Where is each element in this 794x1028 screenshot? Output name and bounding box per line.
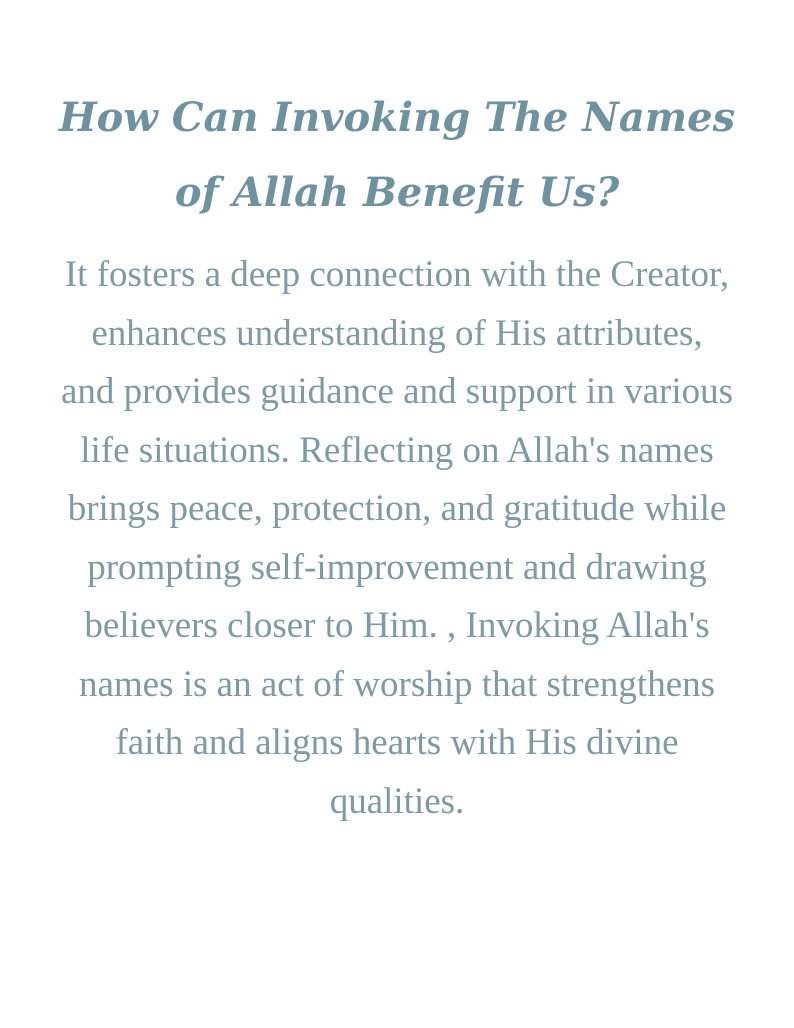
page-title: How Can Invoking The Names of Allah Benefit Us? bbox=[58, 94, 736, 216]
body-paragraph: It fosters a deep connection with the Creator, enhances understanding of His attributes, and provides guidance and support in various life situations. Reflecting on Allah's names brings peace, protection, and gratitude while prompting self-improvement and drawing believers closer to Him. , Invoking Allah's names is an act of worship that strengthens faith and aligns hearts with His divine qualities. bbox=[60, 254, 734, 822]
